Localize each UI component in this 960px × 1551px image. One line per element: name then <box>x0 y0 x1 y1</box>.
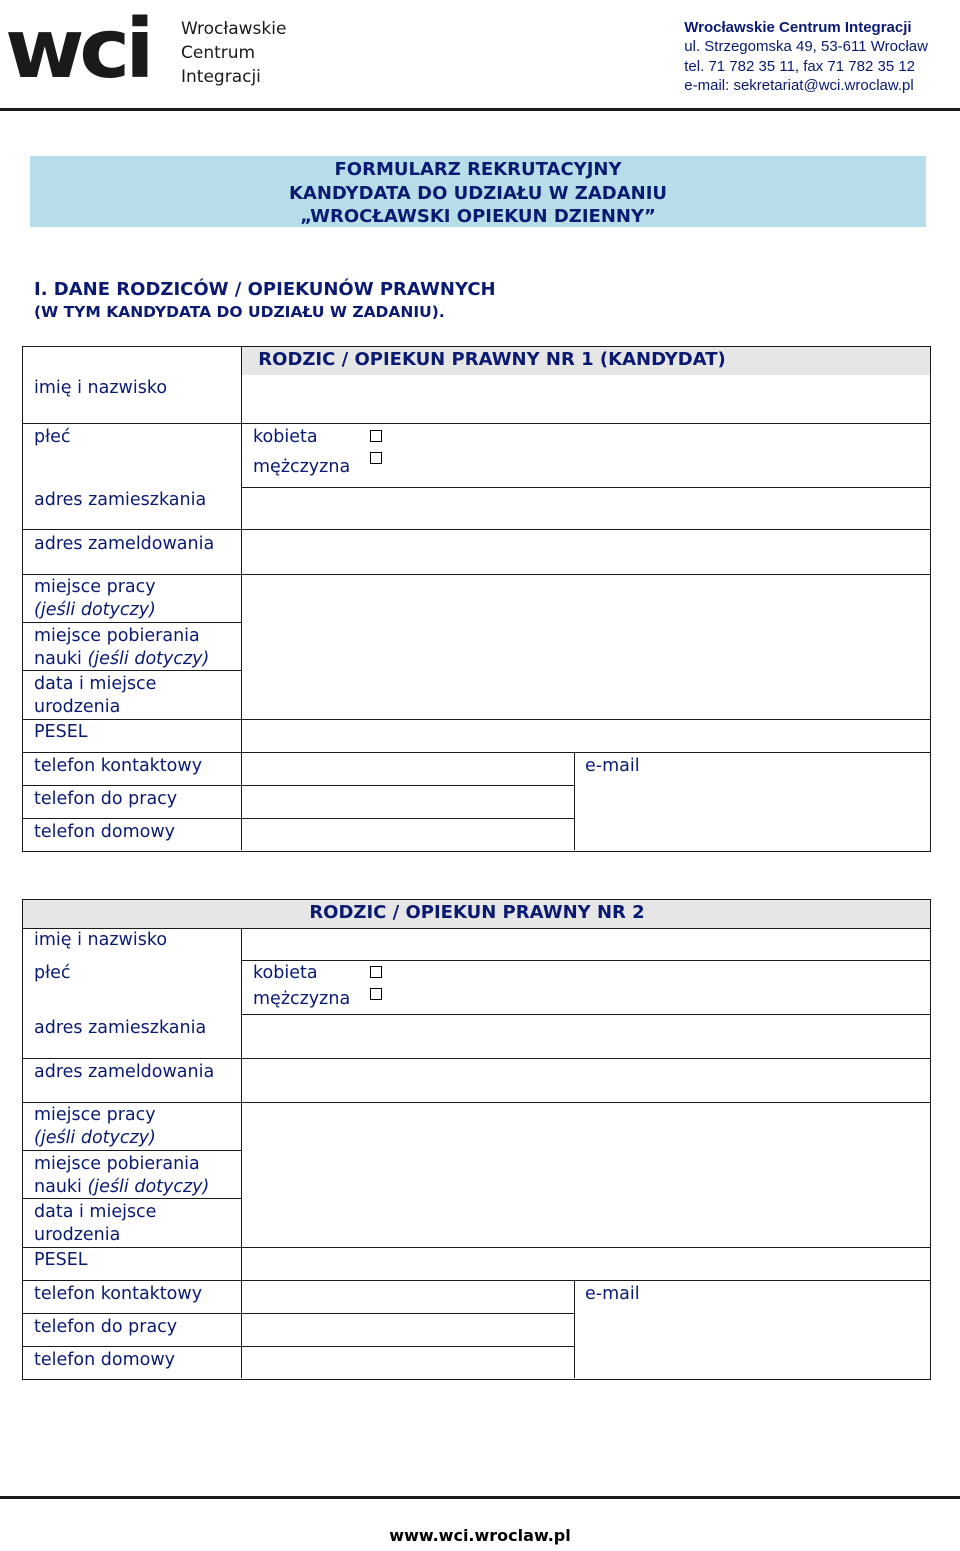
label-name: imię i nazwisko <box>34 930 168 950</box>
row-line <box>23 752 930 753</box>
org-email: e-mail: sekretariat@wci.wroclaw.pl <box>684 76 914 94</box>
label-birth: data i miejsce <box>34 674 157 694</box>
header-divider <box>0 108 960 111</box>
label-name: imię i nazwisko <box>34 378 168 398</box>
org-name: Wrocławskie Centrum Integracji <box>684 19 912 36</box>
label-email: e-mail <box>585 1284 640 1304</box>
checkbox-female[interactable] <box>370 430 382 442</box>
row-line <box>23 574 930 575</box>
row-line <box>23 1102 930 1103</box>
section-heading: I. DANE RODZICÓW / OPIEKUNÓW PRAWNYCH (W TYM KANDYDATA DO UDZIAŁU W ZADANIU). <box>34 279 496 321</box>
row-line <box>23 818 575 819</box>
row-line <box>242 487 930 488</box>
parent1-table <box>22 346 931 852</box>
label-female: kobieta <box>253 427 318 447</box>
label-sex: płeć <box>34 427 71 447</box>
parent1-heading: RODZIC / OPIEKUN PRAWNY NR 1 (KANDYDAT) <box>258 349 726 370</box>
label-study-place-2: nauki (jeśli dotyczy) <box>34 1177 210 1197</box>
form-title: FORMULARZ REKRUTACYJNY KANDYDATA DO UDZIAŁU W ZADANIU „WROCŁAWSKI OPIEKUN DZIENNY” <box>30 156 926 227</box>
checkbox-male[interactable] <box>370 452 382 464</box>
label-male: mężczyzna <box>253 457 351 477</box>
row-line <box>23 1280 930 1281</box>
label-female: kobieta <box>253 963 318 983</box>
label-workplace-note: (jeśli dotyczy) <box>34 1128 156 1148</box>
row-line <box>23 719 930 720</box>
label-study-place: miejsce pobierania <box>34 1154 200 1174</box>
label-phone-contact: telefon kontaktowy <box>34 1284 203 1304</box>
parent2-table <box>22 899 931 1380</box>
parent2-heading: RODZIC / OPIEKUN PRAWNY NR 2 <box>309 902 645 923</box>
label-male: mężczyzna <box>253 989 351 1009</box>
row-line <box>23 1313 575 1314</box>
label-workplace: miejsce pracy <box>34 577 156 597</box>
checkbox-female[interactable] <box>370 966 382 978</box>
label-birth-2: urodzenia <box>34 1225 121 1245</box>
label-residence: adres zamieszkania <box>34 1018 207 1038</box>
org-address: ul. Strzegomska 49, 53-611 Wrocław <box>684 38 928 56</box>
row-line <box>242 1014 930 1015</box>
row-line <box>23 1346 575 1347</box>
footer-divider <box>0 1496 960 1499</box>
label-birth-2: urodzenia <box>34 697 121 717</box>
row-line <box>23 785 575 786</box>
label-registration: adres zameldowania <box>34 1062 215 1082</box>
row-line <box>23 1247 930 1248</box>
row-line <box>23 1058 930 1059</box>
label-workplace-note: (jeśli dotyczy) <box>34 600 156 620</box>
label-phone-work: telefon do pracy <box>34 1317 178 1337</box>
label-residence: adres zamieszkania <box>34 490 207 510</box>
col-divider-email <box>574 752 575 850</box>
org-phone: tel. 71 782 35 11, fax 71 782 35 12 <box>684 57 916 75</box>
label-phone-home: telefon domowy <box>34 822 176 842</box>
contact-block <box>684 18 928 95</box>
wci-logo <box>5 0 305 100</box>
row-line <box>23 423 930 424</box>
label-phone-work: telefon do pracy <box>34 789 178 809</box>
label-registration: adres zameldowania <box>34 534 215 554</box>
label-workplace: miejsce pracy <box>34 1105 156 1125</box>
label-pesel: PESEL <box>34 1250 88 1270</box>
logo-text: Wrocławskie Centrum Integracji <box>181 19 287 87</box>
label-study-place-2: nauki (jeśli dotyczy) <box>34 649 210 669</box>
label-email: e-mail <box>585 756 640 776</box>
label-sex: płeć <box>34 963 71 983</box>
label-birth: data i miejsce <box>34 1202 157 1222</box>
col-divider <box>241 928 242 1378</box>
label-phone-contact: telefon kontaktowy <box>34 756 203 776</box>
label-study-place: miejsce pobierania <box>34 626 200 646</box>
footer-url[interactable]: www.wci.wroclaw.pl <box>389 1526 571 1545</box>
col-divider-email <box>574 1280 575 1378</box>
logo-mark: wci <box>5 2 150 97</box>
row-line <box>242 960 930 961</box>
checkbox-male[interactable] <box>370 988 382 1000</box>
label-pesel: PESEL <box>34 722 88 742</box>
label-phone-home: telefon domowy <box>34 1350 176 1370</box>
row-line <box>23 529 930 530</box>
